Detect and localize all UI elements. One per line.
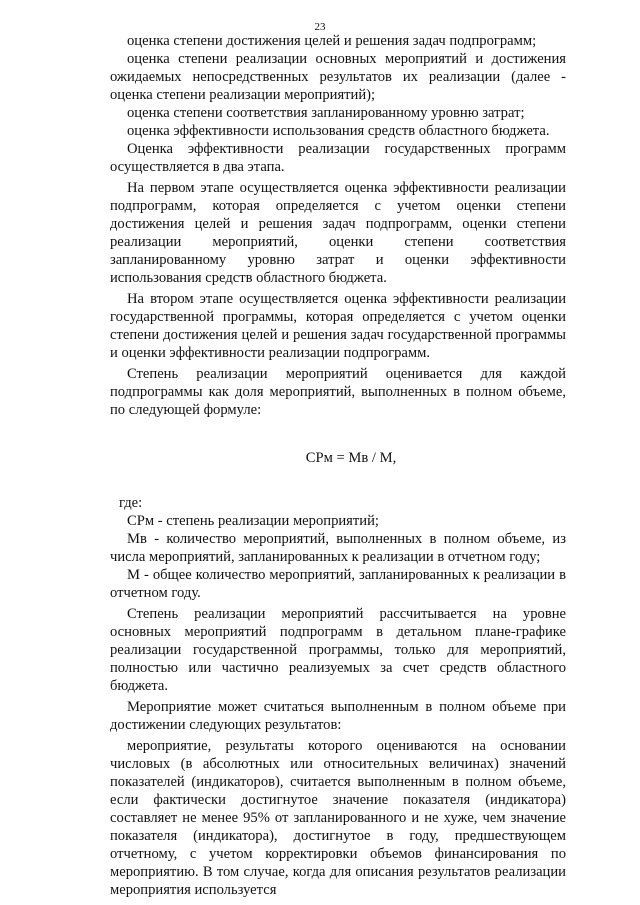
definition-where: где:: [119, 495, 143, 511]
definition-m: М - общее количество мероприятий, запланированных к реализации в отчетном году.: [110, 567, 566, 601]
paragraph-measure-degree: Степень реализации мероприятий оценивается для каждой подпрограммы как доля мероприятий, выполненных в полном объеме, по следующей формуле:: [110, 366, 566, 418]
paragraph-two-stages: Оценка эффективности реализации государственных программ осуществляется в два этапа.: [110, 141, 566, 175]
formula: СРм = Мв / М,: [305, 450, 397, 466]
paragraph-full-completion: Мероприятие может считаться выполненным в полном объеме при достижении следующих результатов:: [110, 699, 566, 733]
document-body: [110, 32, 566, 899]
paragraph-criteria-goals: оценка степени достижения целей и решения задач подпрограмм;: [127, 33, 537, 49]
definition-srm: СРм - степень реализации мероприятий;: [127, 513, 379, 529]
page-number: 23: [314, 21, 326, 33]
paragraph-second-stage: На втором этапе осуществляется оценка эффективности реализации государственной программы, которая определяется с учетом оценки степени достижения целей и решения задач государственной программы и оценки эффективности реализации подпрограмм.: [110, 291, 566, 361]
definition-mv: Мв - количество мероприятий, выполненных в полном объеме, из числа мероприятий, запланированных к реализации в отчетном году;: [110, 531, 566, 565]
paragraph-first-stage: На первом этапе осуществляется оценка эффективности реализации подпрограмм, которая определяется с учетом оценки степени достижения целей и решения задач подпрограмм, оценки степени реализации мероприятий, оценки степени соответствия запланированному уровню затрат и оценки эффективности использования средств областного бюджета.: [110, 180, 566, 286]
paragraph-criteria-budget: оценка эффективности использования средств областного бюджета.: [127, 123, 550, 139]
paragraph-criteria-costs: оценка степени соответствия запланированному уровню затрат;: [127, 105, 525, 121]
paragraph-numeric-indicators: мероприятие, результаты которого оцениваются на основании числовых (в абсолютных или относительных величинах) значений показателей (индикаторов), считается выполненным в полном объеме, если фактически достигнутое значение показателя (индикатора) составляет не менее 95% от запланированного и не хуже, чем значение показателя (индикатора), достигнутое в году, предшествующем отчетному, с учетом корректировки объемов финансирования по мероприятию. В том случае, когда для описания результатов реализации мероприятия используется: [110, 738, 566, 898]
paragraph-calculation-level: Степень реализации мероприятий рассчитывается на уровне основных мероприятий подпрограмм в детальном плане-графике реализации государственной программы, только для мероприятий, полностью или частично реализуемых за счет средств областного бюджета.: [110, 606, 566, 694]
paragraph-criteria-measures: оценка степени реализации основных мероприятий и достижения ожидаемых непосредственных результатов их реализации (далее - оценка степени реализации мероприятий);: [110, 51, 566, 103]
